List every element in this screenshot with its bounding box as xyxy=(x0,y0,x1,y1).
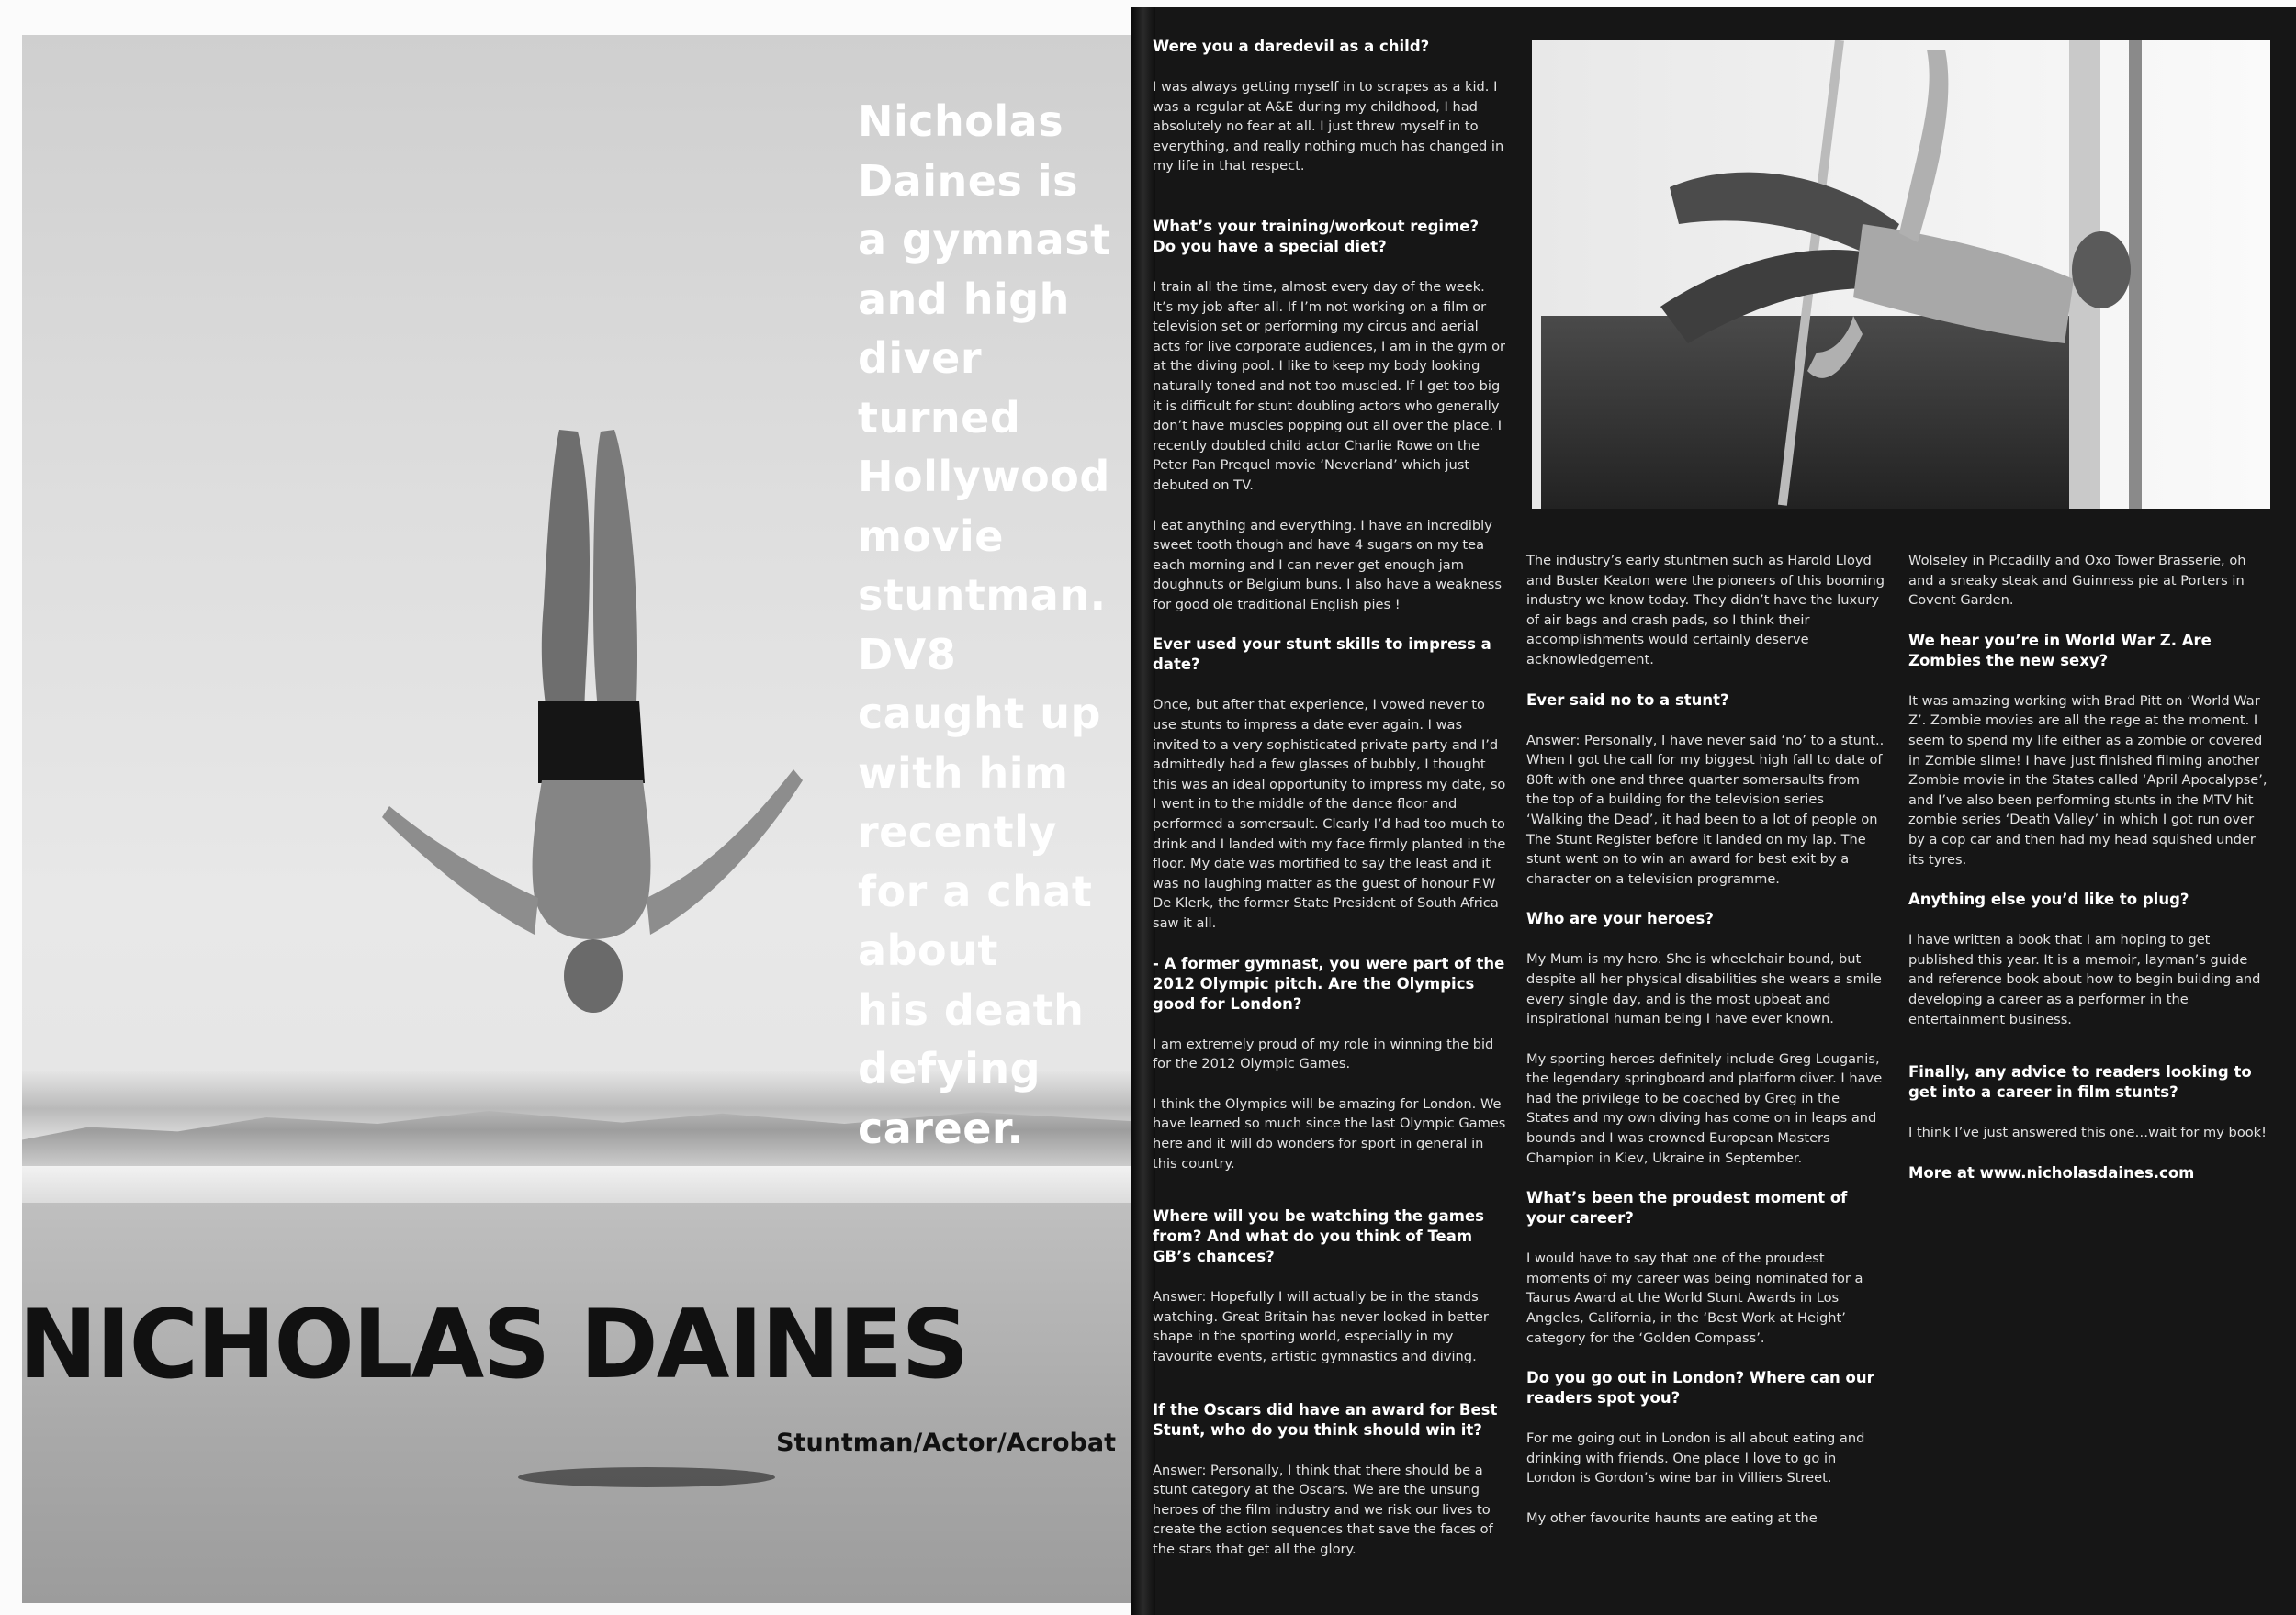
answer-paragraph: My Mum is my hero. She is wheelchair bound, but despite all her physical disabilities she wears a smile every single day, and is the most upbeat and inspirational human being I have ever known. xyxy=(1526,951,1882,1027)
answer-paragraph: My sporting heroes definitely include Greg Louganis, the legendary springboard and platform diver. I have had the privilege to be coached by Greg in the States and my own diving has come on in leaps and bounds and I was crowned European Masters Champion in Kiev, Ukraine in September. xyxy=(1526,1050,1883,1166)
answer-paragraph: It was amazing working with Brad Pitt on ‘World War Z’. Zombie movies are all the rage at the moment. I seem to spend my life either as a zombie or covered in Zombie slime! I have just finished filming another Zombie movie in the States called ‘April Apocalypse’, and I’ve also been performing stunts in the MTV hit zombie series ‘Death Valley’ in which I got run over by a cop car and then had my head squished under its tyres. xyxy=(1908,692,2268,868)
sea-strip xyxy=(22,1166,1133,1203)
question-heading: If the Oscars did have an award for Best Stunt, who do you think should win it? xyxy=(1153,1400,1498,1439)
answer-paragraph: I would have to say that one of the proudest moments of my career was being nominated for a Taurus Award at the World Stunt Awards in Los Angeles, California, in the ‘Best Work at Height’ category for the ‘Golden Compass’. xyxy=(1526,1251,1863,1346)
headline-subtitle: Stuntman/Actor/Acrobat xyxy=(776,1429,1116,1457)
question-heading: Ever said no to a stunt? xyxy=(1526,690,1729,709)
answer-paragraph: I was always getting myself in to scrapes as a kid. I was a regular at A&E during my childhood, I had absolutely no fear at all. I just threw myself in to everything, and really nothing much has changed in my life in that respect. xyxy=(1153,79,1504,174)
lead-paragraph: The industry’s early stuntmen such as Harold Lloyd and Buster Keaton were the pioneers of this booming industry we know today. They didn’t have the luxury of air bags and crash pads, so I think their accomplishments would certainly deserve acknowledgement. xyxy=(1526,553,1885,667)
question-heading: - A former gymnast, you were part of the 2012 Olympic pitch. Are the Olympics good for London? xyxy=(1153,954,1505,1013)
article-column-2 xyxy=(1526,551,1885,1529)
climber-figure xyxy=(1532,40,2270,509)
article-column-3 xyxy=(1908,551,2271,1183)
answer-paragraph: I think the Olympics will be amazing for London. We have learned so much since the last Olympic Games here and it will do wonders for sport in general in this country. xyxy=(1153,1095,1506,1172)
answer-paragraph: Answer: Personally, I think that there should be a stunt category at the Oscars. We are the unsung heroes of the film industry and we risk our lives to create the action sequences that save the faces of the stars that get all the glory. xyxy=(1153,1462,1493,1557)
question-heading: We hear you’re in World War Z. Are Zombies the new sexy? xyxy=(1908,631,2212,669)
beach-sand xyxy=(22,1203,1133,1603)
question-heading: Do you go out in London? Where can our readers spot you? xyxy=(1526,1369,1874,1408)
question-heading: Ever used your stunt skills to impress a date? xyxy=(1153,635,1491,674)
lead-paragraph: Wolseley in Piccadilly and Oxo Tower Brasserie, oh and a sneaky steak and Guinness pie at Porters in Covent Garden. xyxy=(1908,553,2246,609)
question-heading: What’s your training/workout regime? Do you have a special diet? xyxy=(1153,217,1480,255)
intro-statement: Nicholas Daines is a gymnast and high diver turned Hollywood movie stuntman. DV8 caught up with him recently for a chat about his death defying career. xyxy=(858,96,1111,1153)
answer-paragraph: I think I’ve just answered this one…wait for my book! xyxy=(1908,1125,2267,1141)
answer-paragraph: I eat anything and everything. I have an incredibly sweet tooth though and have 4 sugars on my tea each morning and I can never get enough jam doughnuts or Belgium buns. I also have a weakness for good ole traditional English pies ! xyxy=(1153,517,1502,612)
diver-shadow xyxy=(518,1467,775,1487)
answer-paragraph: Once, but after that experience, I vowed never to use stunts to impress a date ever again. I was invited to a very sophisticated private party and I’d admittedly had a few glasses of bubbly, I thought this was an ideal opportunity to impress my date, so I went in to the middle of the dance floor and performed a somersault. Clearly I’d had too much to drink and I landed with my face firmly planted in the floor. My date was mortified to say the least and it was no laughing matter as the guest of honour F.W De Klerk, the former State President of South Africa saw it all. xyxy=(1153,697,1506,931)
answer-paragraph: I have written a book that I am hoping to get published this year. It is a memoir, layman’s guide and reference book about how to begin building and developing a career as a performer in the entertainment business. xyxy=(1908,932,2261,1027)
answer-paragraph: When I got the call for my biggest high fall to date of 80ft with one and three quarter somersaults from the top of a building for the television series ‘Walking the Dead’, it had been to a lot of people on The Stunt Register before it landed on my lap. The stunt went on to win an award for best exit by a character on a television programme. xyxy=(1526,752,1883,887)
diver-figure xyxy=(298,421,885,1063)
answer-paragraph: Answer: Hopefully I will actually be in the stands watching. Great Britain has never looked in better shape in the sporting world, especially in my favourite events, artistic gymnastics and diving. xyxy=(1153,1289,1489,1364)
answer-paragraph: Answer: Personally, I have never said ‘no’ to a stunt.. xyxy=(1526,732,1885,748)
question-heading: What’s been the proudest moment of your career? xyxy=(1526,1189,1848,1228)
headline-name: NICHOLAS DAINES xyxy=(18,1290,968,1400)
rope-climb-photo xyxy=(1532,40,2270,509)
answer-paragraph: I am extremely proud of my role in winning the bid for the 2012 Olympic Games. xyxy=(1153,1036,1494,1072)
answer-paragraph: For me going out in London is all about eating and drinking with friends. One place I love to go in London is Gordon’s wine bar in Villiers Street. xyxy=(1526,1430,1865,1486)
question-heading: Where will you be watching the games from? And what do you think of Team GB’s chances? xyxy=(1153,1207,1484,1266)
website-link[interactable]: More at www.nicholasdaines.com xyxy=(1908,1163,2195,1182)
answer-paragraph: I train all the time, almost every day of the week. It’s my job after all. If I’m not working on a film or television set or performing my circus and aerial acts for live corporate audiences, I am in the gym or at the diving pool. I like to keep my body looking naturally toned and not too muscled. If I get too big it is difficult for stunt doubling actors who generally don’t have muscles popping out all over the place. I recently doubled child actor Charlie Rowe on the Peter Pan Prequel movie ‘Neverland’ which just debuted on TV. xyxy=(1153,278,1506,493)
article-column-1 xyxy=(1153,37,1506,1560)
question-heading: Were you a daredevil as a child? xyxy=(1153,38,1430,55)
question-heading: Finally, any advice to readers looking to get into a career in film stunts? xyxy=(1908,1063,2252,1102)
question-heading: Who are your heroes? xyxy=(1526,910,1714,928)
question-heading: Anything else you’d like to plug? xyxy=(1908,891,2189,909)
answer-paragraph: My other favourite haunts are eating at the xyxy=(1526,1510,1818,1526)
